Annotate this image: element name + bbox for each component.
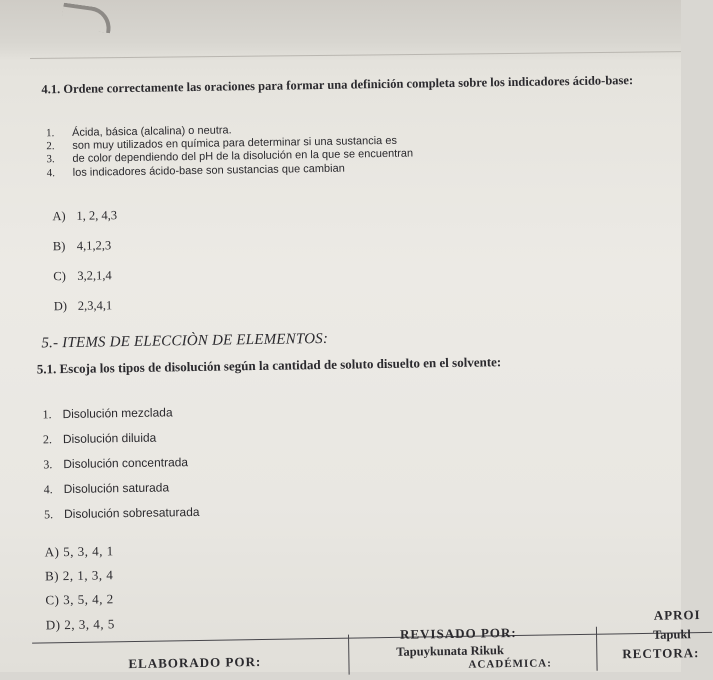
statement-number: 4. bbox=[46, 167, 56, 180]
option-text: 4,1,2,3 bbox=[76, 238, 112, 253]
item-text: Disolución sobresaturada bbox=[63, 504, 200, 522]
option-text: 3,2,1,4 bbox=[77, 268, 112, 283]
option-4-1-c[interactable] bbox=[53, 268, 112, 284]
footer-top-border bbox=[32, 632, 712, 644]
solution-type-5 bbox=[44, 505, 200, 522]
item-text: Disolución diluida bbox=[62, 430, 157, 447]
statement-text: de color dependiendo del pH de la disolución en la que se encuentran bbox=[72, 147, 414, 165]
option-text: 2,3,4,1 bbox=[77, 298, 113, 313]
option-letter: A) bbox=[52, 208, 66, 224]
footer-aprobado-label: APROI bbox=[653, 607, 701, 623]
item-number: 5. bbox=[43, 507, 54, 522]
solution-type-2 bbox=[43, 431, 157, 448]
option-letter: B) bbox=[52, 239, 66, 254]
section-5-title: 5.- ITEMS DE ELECCIÒN DE ELEMENTOS: bbox=[41, 330, 329, 352]
solution-type-4 bbox=[44, 480, 170, 497]
footer-aprobado-name: Tapukl bbox=[652, 627, 691, 642]
statement-text: Ácida, básica (alcalina) o neutra. bbox=[72, 124, 232, 139]
statement-number: 2. bbox=[46, 140, 55, 153]
item-number: 4. bbox=[43, 482, 53, 497]
option-5-1-b[interactable]: B) 2, 1, 3, 4 bbox=[44, 567, 114, 584]
option-4-1-a[interactable] bbox=[52, 208, 117, 224]
item-number: 1. bbox=[42, 407, 52, 422]
item-number: 3. bbox=[43, 457, 53, 472]
statement-number: 1. bbox=[46, 127, 55, 140]
solution-type-3 bbox=[43, 455, 188, 472]
footer-revisado-label: REVISADO POR: bbox=[399, 624, 517, 642]
option-5-1-a[interactable]: A) 5, 3, 4, 1 bbox=[44, 543, 114, 560]
option-4-1-b[interactable] bbox=[53, 238, 112, 254]
footer-divider-1 bbox=[348, 635, 350, 675]
item-text: Disolución mezclada bbox=[62, 405, 173, 422]
option-text: 1, 2, 4,3 bbox=[76, 208, 118, 223]
item-text: Disolución saturada bbox=[63, 480, 170, 497]
item-number: 2. bbox=[42, 432, 53, 447]
statement-4 bbox=[47, 163, 345, 180]
statement-text: son muy utilizados en química para determinar si una sustancia es bbox=[72, 134, 398, 152]
option-5-1-d[interactable]: D) 2, 3, 4, 5 bbox=[45, 616, 115, 633]
question-5-1-title: 5.1. Escoja los tipos de disolución según la cantidad de soluto disuelto en el solvente: bbox=[36, 354, 502, 377]
solution-type-1 bbox=[42, 405, 172, 422]
option-letter: D) bbox=[53, 298, 68, 314]
footer-elaborado-label: ELABORADO POR: bbox=[128, 653, 262, 672]
option-letter: C) bbox=[53, 269, 66, 284]
footer-academica-label: ACADÉMICA: bbox=[468, 657, 552, 671]
item-text: Disolución concentrada bbox=[63, 455, 189, 472]
statement-text: los indicadores ácido-base son sustancias que cambian bbox=[72, 162, 345, 179]
statement-number: 3. bbox=[46, 153, 55, 166]
footer-rectora-label: RECTORA: bbox=[622, 645, 700, 662]
option-4-1-d[interactable] bbox=[54, 298, 113, 314]
footer-revisado-name: Tapuykunata Rikuk bbox=[396, 643, 504, 659]
question-4-1-title: 4.1. Ordene correctamente las oraciones para formar una definición completa sobre los indicadores ácido-base: bbox=[41, 73, 634, 97]
option-5-1-c[interactable]: C) 3, 5, 4, 2 bbox=[45, 591, 114, 608]
